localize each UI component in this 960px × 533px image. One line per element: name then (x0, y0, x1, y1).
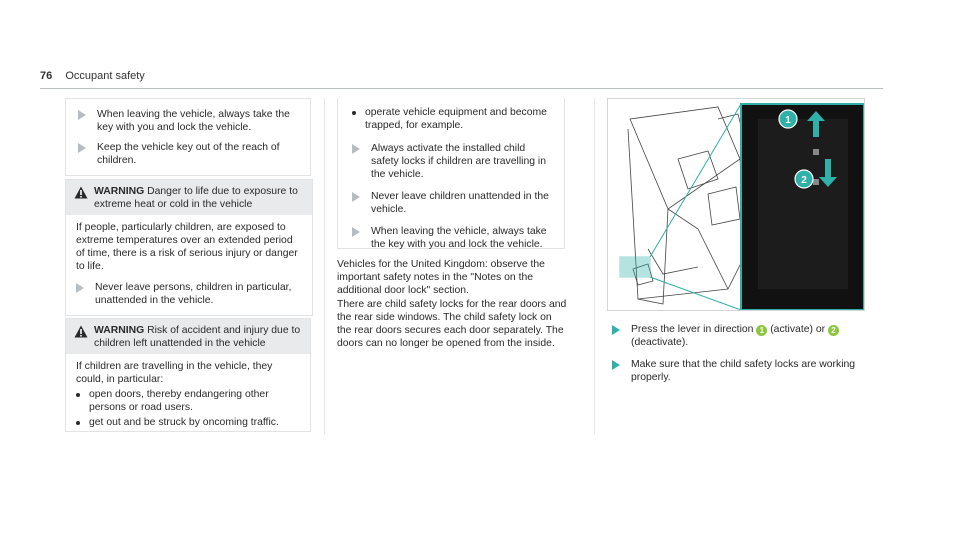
step-text-part: (deactivate). (631, 337, 689, 348)
warning-triangle-icon (74, 325, 88, 338)
step-arrow-icon (78, 143, 86, 153)
bullet-item (76, 416, 300, 429)
page-header (40, 70, 145, 82)
warning-triangle-icon (74, 186, 88, 199)
bullet-text: get out and be struck by oncoming traffic. (89, 417, 279, 428)
warning-box-unattended (65, 318, 311, 432)
warning-body-text: If people, particularly children, are exposed to extreme temperatures over an extended period of time, there is a risk of serious injury or danger to life. (76, 222, 298, 272)
bullet-text: operate vehicle equipment and become trapped, for example. (365, 107, 547, 131)
bullet-item (76, 388, 300, 414)
callout-1: 1 (785, 115, 791, 126)
step-text: Make sure that the child safety locks are working properly. (631, 359, 856, 383)
step-item (76, 281, 302, 307)
bullet-dot (76, 421, 80, 425)
text-block-col2 (337, 258, 567, 350)
warning-label: WARNING (94, 325, 145, 336)
instructions-col3 (612, 323, 867, 384)
step-text: Always activate the installed child safety locks if children are travelling in the vehicle. (371, 143, 546, 180)
bullet-text: open doors, thereby endangering other persons or road users. (89, 389, 269, 413)
warning-title-text: Danger to life due to exposure to extreme heat or cold in the vehicle (94, 186, 298, 210)
warning-label: WARNING (94, 186, 145, 197)
bullet-dot (76, 393, 80, 397)
step-item (78, 108, 298, 134)
callout-number-1: 1 (756, 325, 767, 336)
door-illustration (608, 99, 864, 310)
step-arrow-icon (78, 110, 86, 120)
callout-2: 2 (801, 175, 807, 186)
step-text (631, 323, 867, 349)
callout-number-2: 2 (828, 325, 839, 336)
warning-box-heat (65, 179, 313, 316)
step-item (352, 225, 552, 251)
child-lock-illustration (607, 98, 865, 311)
step-item (612, 358, 867, 384)
step-arrow-icon (612, 360, 620, 370)
warning-intro: If children are travelling in the vehicle, they could, in particular: (76, 361, 273, 385)
warning-header (66, 319, 310, 354)
step-text: When leaving the vehicle, always take the key with you and lock the vehicle. (371, 226, 547, 250)
step-arrow-icon (352, 227, 360, 237)
step-text: Never leave children unattended in the vehicle. (371, 191, 549, 215)
step-item (612, 323, 867, 349)
warning-header (66, 180, 312, 215)
step-text: Never leave persons, children in particular, unattended in the vehicle. (95, 282, 292, 306)
steps-box-col2 (337, 98, 565, 249)
step-item (78, 141, 298, 167)
warning-body (66, 215, 312, 315)
section-title: Occupant safety (65, 70, 145, 82)
step-arrow-icon (76, 283, 84, 293)
step-text-part: (activate) or (770, 324, 826, 335)
warning-title (94, 185, 304, 211)
step-item (352, 190, 552, 216)
column-divider (594, 98, 595, 434)
step-arrow-icon (352, 144, 360, 154)
step-text: When leaving the vehicle, always take the key with you and lock the vehicle. (97, 109, 290, 133)
step-arrow-icon (612, 325, 620, 335)
bullet-dot (352, 111, 356, 115)
step-arrow-icon (352, 192, 360, 202)
step-text: Keep the vehicle key out of the reach of children. (97, 142, 280, 166)
paragraph: There are child safety locks for the rear doors and the rear side windows. The child safety lock on the rear doors secures each door separately. The doors can no longer be opened from the inside. (337, 299, 567, 349)
step-item (352, 142, 552, 181)
warning-title (94, 324, 302, 350)
steps-box-col1 (65, 98, 311, 176)
header-divider (40, 88, 883, 89)
page-number: 76 (40, 70, 53, 82)
step-text-part: Press the lever in direction (631, 324, 754, 335)
bullet-item (352, 106, 552, 132)
warning-title-text: Risk of accident and injury due to children left unattended in the vehicle (94, 325, 301, 349)
paragraph: Vehicles for the United Kingdom: observe the important safety notes in the "Notes on the additional door lock" section. (337, 259, 545, 296)
warning-body (66, 354, 310, 437)
column-divider (324, 98, 325, 434)
